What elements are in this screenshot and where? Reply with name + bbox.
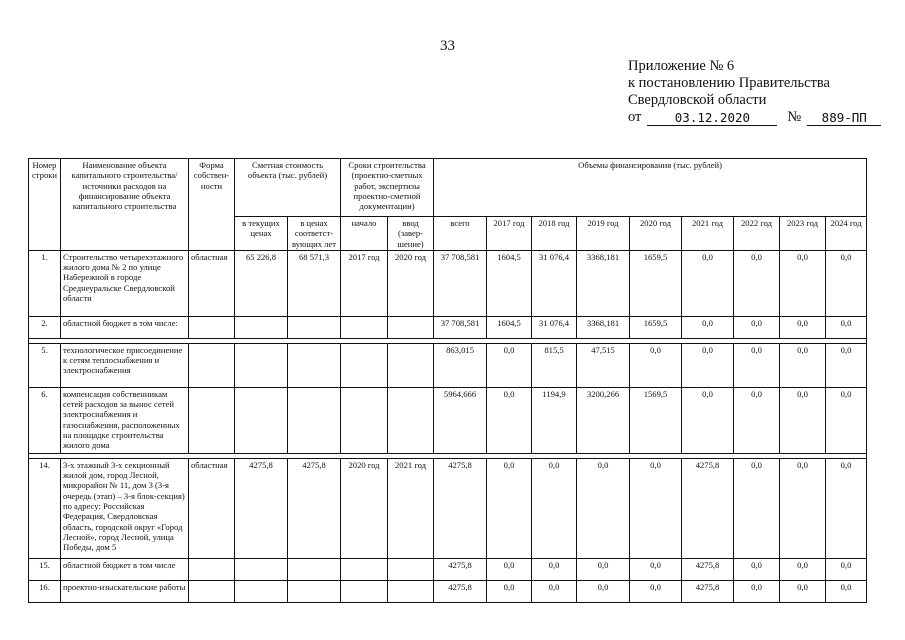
term-end-cell: 2021 год <box>388 458 434 558</box>
object-name-cell: областной бюджет в том числе: <box>61 316 189 338</box>
year-value-cell: 0,0 <box>780 387 826 453</box>
total-cell: 4275,8 <box>434 458 487 558</box>
year-value-cell: 0,0 <box>532 458 577 558</box>
table-row <box>29 458 867 558</box>
row-number-cell: 2. <box>29 316 61 338</box>
cost-current-cell <box>235 558 288 580</box>
page-number: 33 <box>440 38 455 54</box>
year-value-cell: 0,0 <box>734 558 780 580</box>
header-year: 2022 год <box>734 217 780 251</box>
term-start-cell <box>341 343 388 387</box>
year-value-cell: 0,0 <box>577 558 630 580</box>
term-start-cell <box>341 316 388 338</box>
header-term-start: начало <box>341 217 388 251</box>
appendix-signature-row <box>628 109 881 126</box>
cost-period-cell: 68 571,3 <box>288 250 341 316</box>
year-value-cell: 0,0 <box>487 580 532 602</box>
year-value-cell: 0,0 <box>682 316 734 338</box>
header-funding-group: Объемы финансирования (тыс. рублей) <box>434 159 867 217</box>
row-number-cell: 16. <box>29 580 61 602</box>
financing-table-body <box>29 250 867 602</box>
year-value-cell: 1569,5 <box>630 387 682 453</box>
term-end-cell <box>388 580 434 602</box>
header-year: 2017 год <box>487 217 532 251</box>
year-value-cell: 4275,8 <box>682 558 734 580</box>
from-label: от <box>628 109 642 125</box>
header-total: всего <box>434 217 487 251</box>
year-value-cell: 1194,9 <box>532 387 577 453</box>
term-start-cell: 2020 год <box>341 458 388 558</box>
row-number-cell: 1. <box>29 250 61 316</box>
header-row-number: Номер строки <box>29 159 61 251</box>
year-value-cell: 4275,8 <box>682 458 734 558</box>
year-value-cell: 1659,5 <box>630 316 682 338</box>
year-value-cell: 0,0 <box>826 580 867 602</box>
header-year: 2019 год <box>577 217 630 251</box>
header-year: 2020 год <box>630 217 682 251</box>
year-value-cell: 0,0 <box>734 343 780 387</box>
year-value-cell: 0,0 <box>780 250 826 316</box>
cost-period-cell <box>288 387 341 453</box>
year-value-cell: 0,0 <box>780 458 826 558</box>
year-value-cell: 0,0 <box>487 343 532 387</box>
total-cell: 4275,8 <box>434 558 487 580</box>
term-end-cell <box>388 558 434 580</box>
term-start-cell <box>341 387 388 453</box>
table-row <box>29 343 867 387</box>
cost-current-cell <box>235 316 288 338</box>
header-cost-group: Сметная стоимость объекта (тыс. рублей) <box>235 159 341 217</box>
cost-period-cell <box>288 343 341 387</box>
term-start-cell <box>341 558 388 580</box>
year-value-cell: 0,0 <box>826 343 867 387</box>
year-value-cell: 0,0 <box>682 250 734 316</box>
total-cell: 37 708,581 <box>434 250 487 316</box>
year-value-cell: 0,0 <box>734 458 780 558</box>
ownership-cell <box>189 343 235 387</box>
year-value-cell: 1604,5 <box>487 250 532 316</box>
year-value-cell: 0,0 <box>780 316 826 338</box>
table-row <box>29 387 867 453</box>
object-name-cell: областной бюджет в том числе <box>61 558 189 580</box>
ownership-cell: областная <box>189 250 235 316</box>
table-row <box>29 250 867 316</box>
year-value-cell: 31 076,4 <box>532 316 577 338</box>
cost-current-cell <box>235 387 288 453</box>
object-name-cell: Строительство четырехэтажного жилого дома № 2 по улице Набережной в городе Среднеуральске Свердловской области <box>61 250 189 316</box>
header-year: 2023 год <box>780 217 826 251</box>
cost-period-cell: 4275,8 <box>288 458 341 558</box>
year-value-cell: 815,5 <box>532 343 577 387</box>
table-row <box>29 558 867 580</box>
year-value-cell: 0,0 <box>780 343 826 387</box>
year-value-cell: 0,0 <box>734 387 780 453</box>
header-terms-group: Сроки строительства (проектно-сметных работ, экспертизы проектно-сметной документации) <box>341 159 434 217</box>
table-row <box>29 316 867 338</box>
year-value-cell: 0,0 <box>826 458 867 558</box>
appendix-line-resolution: к постановлению Правительства <box>628 75 830 91</box>
year-value-cell: 47,515 <box>577 343 630 387</box>
object-name-cell: проектно-изыскательские работы <box>61 580 189 602</box>
ownership-cell <box>189 387 235 453</box>
year-value-cell: 0,0 <box>780 558 826 580</box>
cost-current-cell: 65 226,8 <box>235 250 288 316</box>
header-year: 2024 год <box>826 217 867 251</box>
header-year: 2018 год <box>532 217 577 251</box>
year-value-cell: 0,0 <box>532 580 577 602</box>
year-value-cell: 0,0 <box>487 458 532 558</box>
year-value-cell: 0,0 <box>577 458 630 558</box>
total-cell: 4275,8 <box>434 580 487 602</box>
cost-period-cell <box>288 558 341 580</box>
number-sign: № <box>787 109 802 125</box>
header-term-end: ввод (завер-шение) <box>388 217 434 251</box>
table-row <box>29 580 867 602</box>
year-value-cell: 1659,5 <box>630 250 682 316</box>
financing-table <box>28 158 867 603</box>
year-value-cell: 3200,266 <box>577 387 630 453</box>
cost-period-cell <box>288 580 341 602</box>
term-end-cell <box>388 316 434 338</box>
year-value-cell: 0,0 <box>532 558 577 580</box>
year-value-cell: 4275,8 <box>682 580 734 602</box>
year-value-cell: 0,0 <box>577 580 630 602</box>
year-value-cell: 0,0 <box>780 580 826 602</box>
year-value-cell: 0,0 <box>826 316 867 338</box>
year-value-cell: 0,0 <box>734 580 780 602</box>
year-value-cell: 0,0 <box>630 458 682 558</box>
year-value-cell: 0,0 <box>734 250 780 316</box>
year-value-cell: 0,0 <box>487 558 532 580</box>
term-start-cell <box>341 580 388 602</box>
appendix-line-region: Свердловской области <box>628 92 767 108</box>
year-value-cell: 0,0 <box>630 580 682 602</box>
year-value-cell: 0,0 <box>826 250 867 316</box>
object-name-cell: 3-х этажный 3-х секционный жилой дом, город Лесной, микрорайон № 11, дом 3 (3-я очередь (этап) – 3-я блок-секция) по адресу: Российская Федерация, Свердловская область, городской округ «Город Лесной», город Лесной, улица Победы, дом 5 <box>61 458 189 558</box>
ownership-cell: областная <box>189 458 235 558</box>
term-end-cell: 2020 год <box>388 250 434 316</box>
year-value-cell: 0,0 <box>630 343 682 387</box>
row-number-cell: 6. <box>29 387 61 453</box>
cost-current-cell <box>235 343 288 387</box>
year-value-cell: 0,0 <box>826 387 867 453</box>
header-cost-period: в ценах соответст-вующих лет <box>288 217 341 251</box>
total-cell: 5964,666 <box>434 387 487 453</box>
row-number-cell: 15. <box>29 558 61 580</box>
term-start-cell: 2017 год <box>341 250 388 316</box>
header-year: 2021 год <box>682 217 734 251</box>
object-name-cell: технологическое присоединение к сетям теплоснабжения и электроснабжения <box>61 343 189 387</box>
resolution-date: 03.12.2020 <box>647 111 777 126</box>
cost-current-cell: 4275,8 <box>235 458 288 558</box>
row-number-cell: 5. <box>29 343 61 387</box>
resolution-number: 889-ПП <box>807 111 881 126</box>
year-value-cell: 0,0 <box>734 316 780 338</box>
year-value-cell: 3368,181 <box>577 250 630 316</box>
header-object-name: Наименование объекта капитального строительства/ источники расходов на финансирование объекта капитального строительства <box>61 159 189 251</box>
cost-period-cell <box>288 316 341 338</box>
term-end-cell <box>388 343 434 387</box>
ownership-cell <box>189 580 235 602</box>
appendix-title: Приложение № 6 <box>628 58 735 74</box>
year-value-cell: 0,0 <box>682 343 734 387</box>
year-value-cell: 1604,5 <box>487 316 532 338</box>
appendix-header <box>628 58 881 126</box>
year-value-cell: 31 076,4 <box>532 250 577 316</box>
total-cell: 863,015 <box>434 343 487 387</box>
ownership-cell <box>189 316 235 338</box>
row-number-cell: 14. <box>29 458 61 558</box>
header-ownership: Форма собствен-ности <box>189 159 235 251</box>
year-value-cell: 0,0 <box>630 558 682 580</box>
year-value-cell: 0,0 <box>487 387 532 453</box>
term-end-cell <box>388 387 434 453</box>
cost-current-cell <box>235 580 288 602</box>
year-value-cell: 3368,181 <box>577 316 630 338</box>
ownership-cell <box>189 558 235 580</box>
object-name-cell: компенсация собственникам сетей расходов за вынос сетей электроснабжения и газоснабжения, расположенных на площадке строительства жилого дома <box>61 387 189 453</box>
year-value-cell: 0,0 <box>826 558 867 580</box>
total-cell: 37 708,581 <box>434 316 487 338</box>
year-value-cell: 0,0 <box>682 387 734 453</box>
header-cost-current: в текущих ценах <box>235 217 288 251</box>
